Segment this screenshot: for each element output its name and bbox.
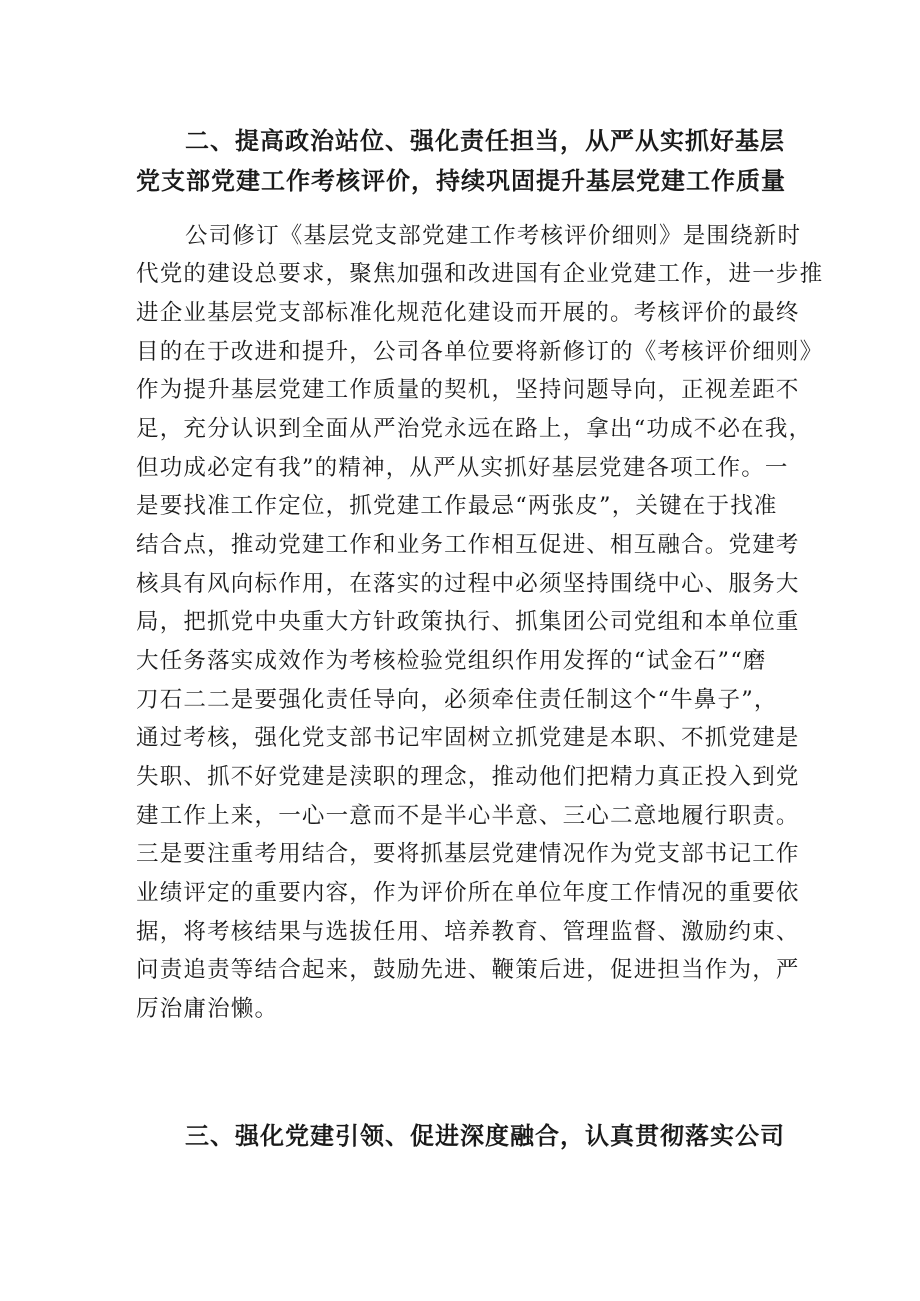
body-line: 局，把抓党中央重大方针政策执行、抓集团公司党组和本单位重 xyxy=(136,609,800,635)
body-line: 进企业基层党支部标准化规范化建设而开展的。考核评价的最终 xyxy=(136,300,800,326)
body-line: 是要找准工作定位，抓党建工作最忌“两张皮”，关键在于找准 xyxy=(136,493,778,519)
body-line: 失职、抓不好党建是渎职的理念，推动他们把精力真正投入到党 xyxy=(136,764,800,790)
body-line: 公司修订《基层党支部党建工作考核评价细则》是围绕新时 xyxy=(185,223,802,249)
body-line: 据，将考核结果与选拔任用、培养教育、管理监督、激励约束、 xyxy=(136,919,800,945)
body-line: 大任务落实成效作为考核检验党组织作用发挥的“试金石”“磨 xyxy=(136,648,767,674)
body-line: 问责追责等结合起来，鼓励先进、鞭策后进，促进担当作为，严 xyxy=(136,957,800,983)
body-line: 作为提升基层党建工作质量的契机，坚持问题导向，正视差距不 xyxy=(136,377,800,403)
body-line: 业绩评定的重要内容，作为评价所在单位年度工作情况的重要依 xyxy=(136,880,800,906)
body-line: 代党的建设总要求，聚焦加强和改进国有企业党建工作，进一步推 xyxy=(136,261,824,287)
body-line: 通过考核，强化党支部书记牢固树立抓党建是本职、不抓党建是 xyxy=(136,725,800,751)
body-line: 三是要注重考用结合，要将抓基层党建情况作为党支部书记工作 xyxy=(136,841,800,867)
section-2-heading-line-2: 党支部党建工作考核评价，持续巩固提升基层党建工作质量 xyxy=(136,167,786,195)
body-line: 核具有风向标作用，在落实的过程中必须坚持围绕中心、服务大 xyxy=(136,571,800,597)
body-line: 刀石二二是要强化责任导向，必须牵住责任制这个“牛鼻子”， xyxy=(136,687,778,713)
body-line: 但功成必定有我”的精神，从严从实抓好基层党建各项工作。一 xyxy=(136,455,789,481)
body-line: 建工作上来，一心一意而不是半心半意、三心二意地履行职责。 xyxy=(136,803,800,829)
body-line: 厉治庸治懒。 xyxy=(136,996,279,1022)
section-2-heading-line-1: 二、提高政治站位、强化责任担当，从严从实抓好基层 xyxy=(185,127,785,155)
section-3-heading-line-1: 三、强化党建引领、促进深度融合，认真贯彻落实公司 xyxy=(185,1122,785,1150)
body-line: 结合点，推动党建工作和业务工作相互促进、相互融合。党建考 xyxy=(136,532,800,558)
body-line: 足，充分认识到全面从严治党永远在路上，拿出“功成不必在我， xyxy=(136,416,813,442)
body-line: 目的在于改进和提升，公司各单位要将新修订的《考核评价细则》 xyxy=(136,339,824,365)
